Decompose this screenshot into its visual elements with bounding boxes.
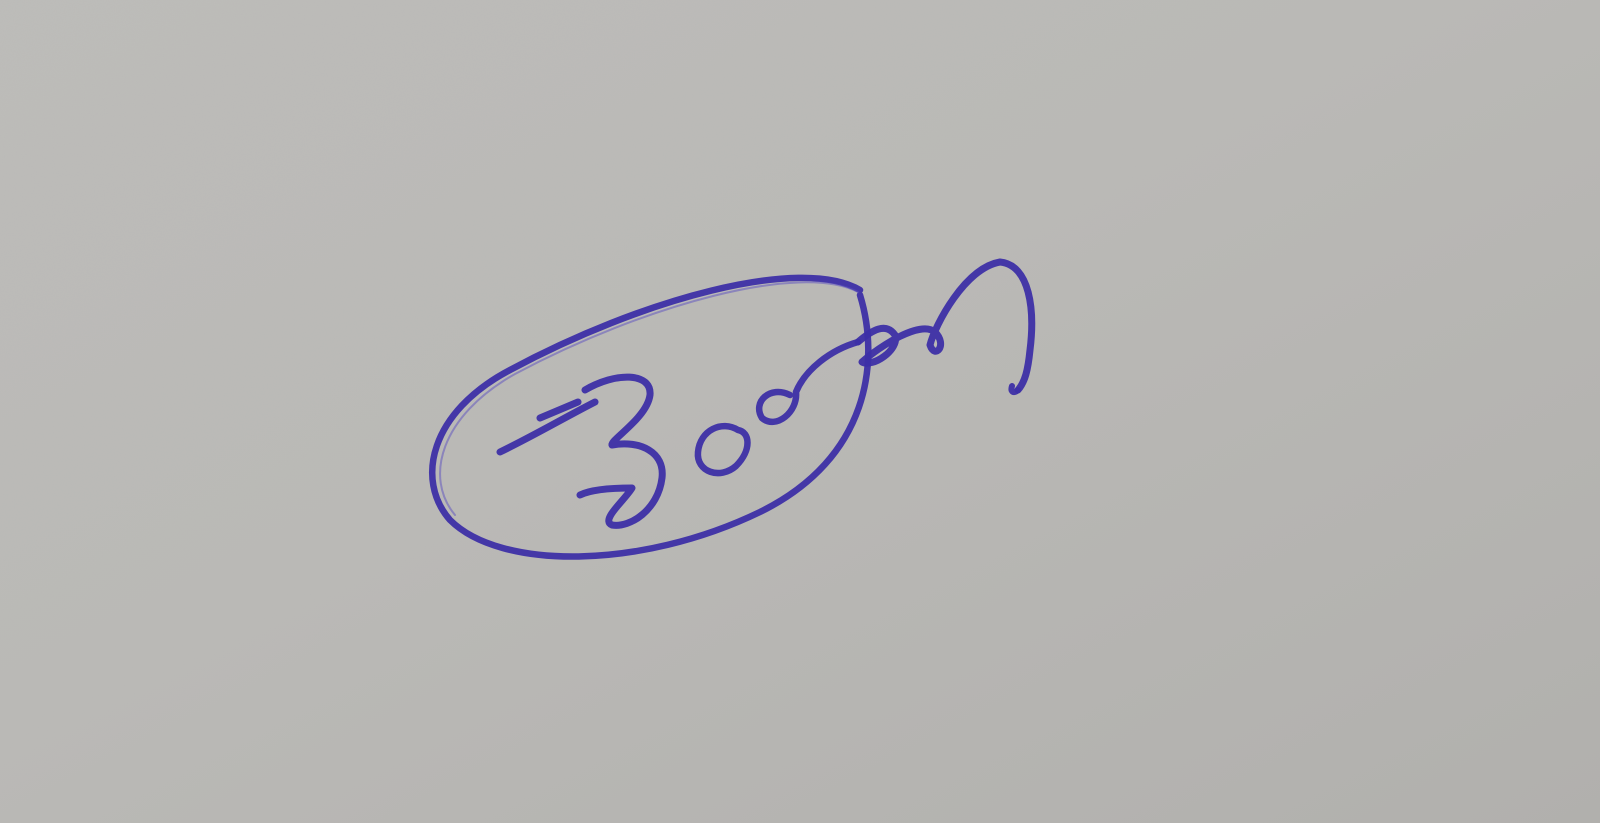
signature-letter-2 [698, 426, 748, 473]
signature-letter-4 [858, 262, 1032, 390]
signature-oval [432, 278, 868, 557]
signature-stroke-dash [500, 402, 595, 452]
signature-letter-3 [759, 342, 858, 422]
signature-letter-1 [580, 377, 662, 525]
